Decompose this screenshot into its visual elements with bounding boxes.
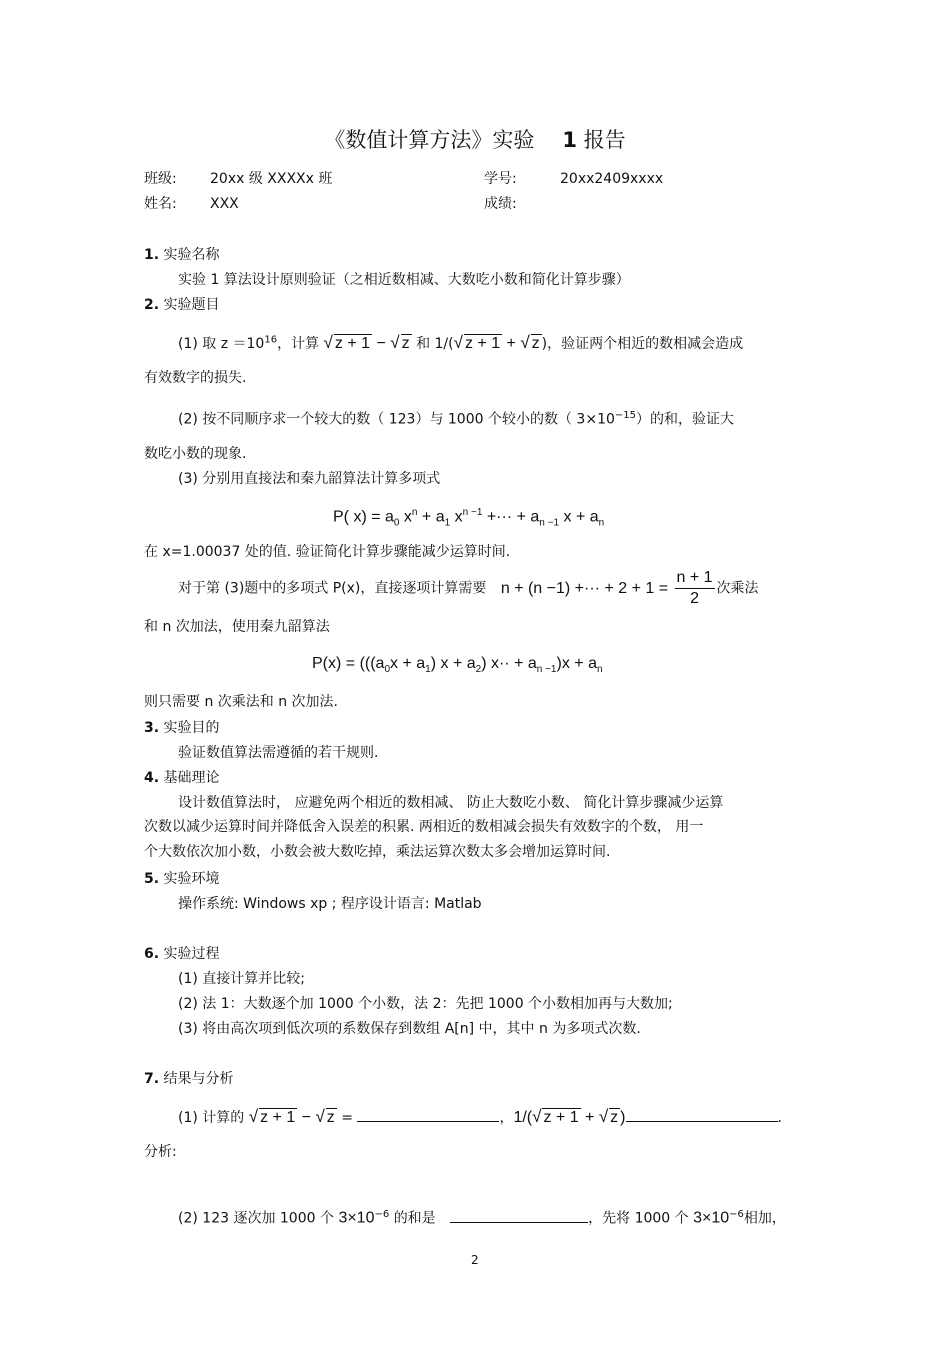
section-6-heading: 6. 实验过程 [144, 946, 220, 962]
procedure-item-3: (3) 将由高次项到低次项的系数保存到数组 A[n] 中，其中 n 为多项式次数. [178, 1021, 641, 1037]
class-label: 班级: [144, 171, 177, 187]
answer-blank-3[interactable] [450, 1221, 588, 1223]
result-1: (1) 计算的 √ z + 1 − √ z = ，1/(√ z + 1 + √ z ) . [178, 1107, 782, 1126]
problem-3: (3) 分别用直接法和秦九韶算法计算多项式 [178, 471, 441, 487]
analysis-label: 分析: [144, 1144, 177, 1160]
sqrt-sum-expr: √ z + 1 + √ z [532, 1107, 619, 1126]
class-value: 20xx 级 XXXXx 班 [210, 171, 333, 187]
problem-1: (1) 取 $z =10^{16}$，计算 √ z + 1 − √ z 和 1/(√ z + 1 + √ z )，验证两个相近的数相减会造成 [178, 333, 744, 352]
student-id-label: 学号: [484, 171, 517, 187]
section-4-line-1: 设计数值算法时， 应避免两个相近的数相减、 防止大数吃小数、 简化计算步骤减少运算 [178, 795, 724, 811]
procedure-item-2: (2) 法 1：大数逐个加 1000 个小数，法 2：先把 1000 个小数相加再与大数加; [178, 996, 673, 1012]
score-label: 成绩: [484, 196, 517, 212]
problem-1-cont: 有效数字的损失. [144, 370, 247, 386]
page-number: 2 [471, 1253, 479, 1267]
section-3-heading: 3. 实验目的 [144, 720, 220, 736]
direct-cost: 对于第 (3)题中的多项式 P(x)，直接逐项计算需要 n + (n −1) +··· + 2 + 1 = $\frac{n + 1}{2}$ 次乘法 [178, 569, 759, 607]
section-3-body: 验证数值算法需遵循的若干规则. [178, 745, 379, 761]
sqrt-difference-expr: √ z + 1 − √ z [248, 1107, 335, 1126]
fraction: $\frac{n + 1}{2}$ [676, 569, 713, 607]
problem-2: (2) 按不同顺序求一个较大的数（ 123）与 1000 个较小的数（ $3\times 10^{-15}$）的和，验证大 [178, 410, 734, 428]
result-2: (2) 123 逐次加 1000 个 $3\times 10^{-6}$ 的和是 ，先将 1000 个 $3\times 10^{-6}$相加， [178, 1209, 786, 1227]
polynomial-formula: P( $x) = a_0$ $x^n + a_1$ $x^{n -1}$ +··· + $a_{n -1}$ $x + a_n$ [333, 507, 605, 529]
section-4-heading: 4. 基础理论 [144, 770, 220, 786]
sqrt-difference-expr: √ z + 1 − √ z [323, 333, 410, 352]
section-5-heading: 5. 实验环境 [144, 871, 220, 887]
name-label: 姓名: [144, 196, 177, 212]
section-5-body: 操作系统: Windows xp ; 程序设计语言: Matlab [178, 896, 482, 912]
page-title: 《数值计算方法》实验 1 报告 [324, 128, 626, 152]
section-7-heading: 7. 结果与分析 [144, 1071, 234, 1087]
section-4-line-3: 个大数依次加小数，小数会被大数吃掉，乘法运算次数太多会增加运算时间. [144, 844, 611, 860]
section-2-heading: 2. 实验题目 [144, 297, 220, 313]
horner-cost: 则只需要 n 次乘法和 n 次加法. [144, 694, 338, 710]
section-1-heading: 1. 实验名称 [144, 247, 220, 263]
problem-2-cont: 数吃小数的现象. [144, 446, 247, 462]
evaluation-point: 在 x=1.00037 处的值. 验证简化计算步骤能减少运算时间. [144, 544, 511, 560]
procedure-item-1: (1) 直接计算并比较; [178, 971, 305, 987]
direct-cost-cont: 和 n 次加法，使用秦九韶算法 [144, 619, 330, 635]
answer-blank-2[interactable] [626, 1120, 778, 1122]
student-id-value: 20xx2409xxxx [560, 171, 664, 187]
sqrt-sum-expr: √ z + 1 + √ z [453, 333, 540, 352]
section-1-body: 实验 1 算法设计原则验证（之相近数相减、大数吃小数和简化计算步骤） [178, 272, 630, 288]
name-value: XXX [210, 196, 239, 212]
answer-blank-1[interactable] [357, 1120, 499, 1122]
section-4-line-2: 次数以减少运算时间并降低舍入误差的积累. 两相近的数相减会损失有效数字的个数， 用一 [144, 819, 704, 835]
horner-formula: $P(x) = (((a_0x + a_1) x + a_2) x\cdot\cdot + a_{n -1})x + a_n$ [312, 655, 603, 676]
